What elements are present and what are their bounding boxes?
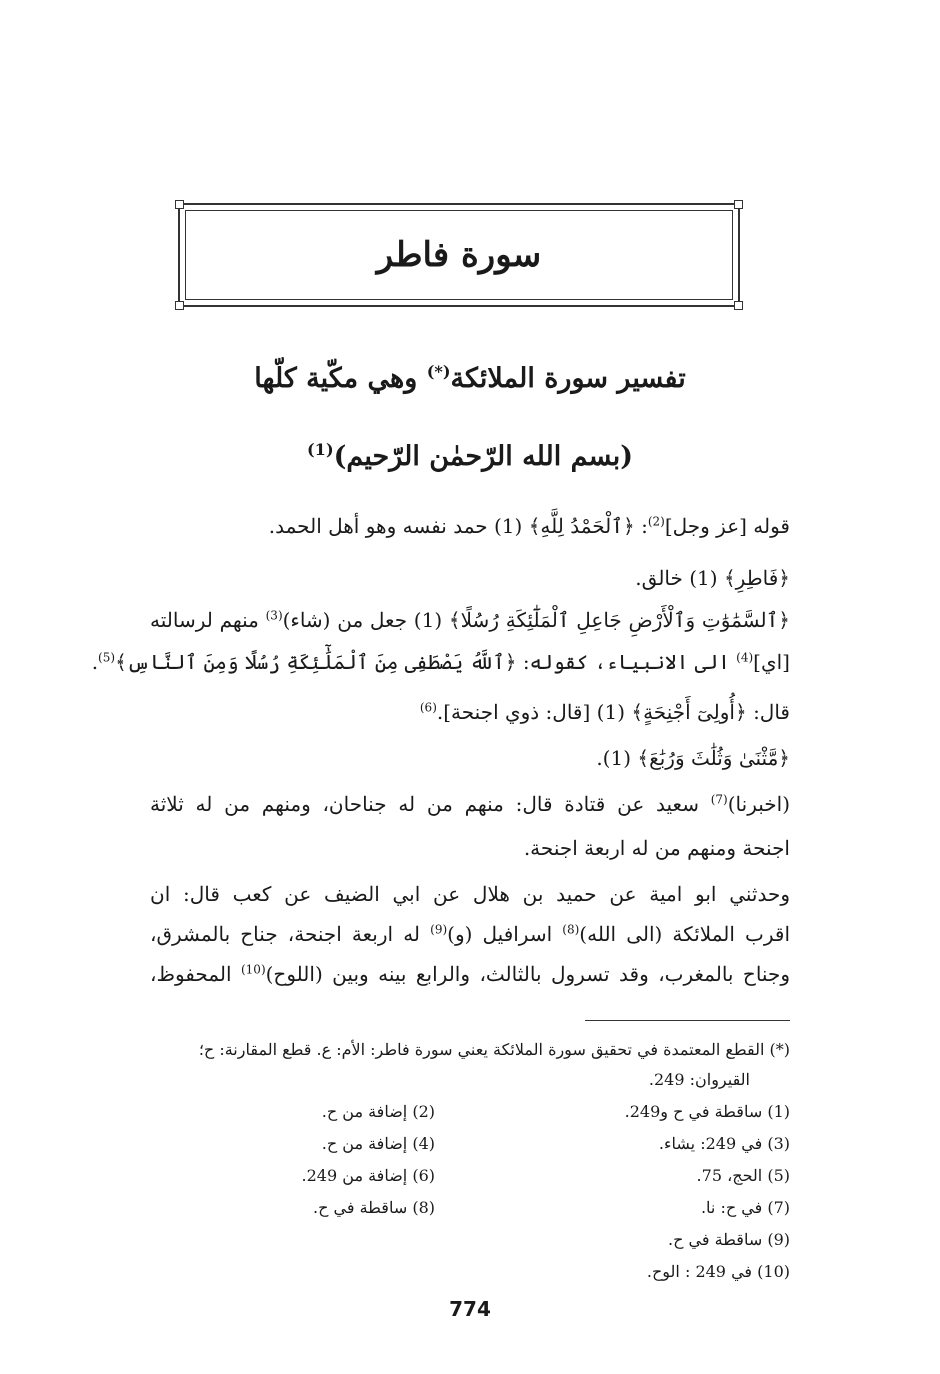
footnote: (9) ساقطة في ح. [668,1230,790,1249]
footnote-ref: (*) [426,362,451,381]
body-line: ﴿مَّثْنَىٰ وَثُلَٰثَ وَرُبَٰعَ﴾ (1). [596,746,790,770]
footnote: (4) إضافة من ح. [321,1134,435,1153]
body-line: قال: ﴿أُولِىٓ أَجْنِحَةٍ﴾ (1) [قال: ذوي اجنحة].$^{(6)}$ [419,700,790,724]
footnote-ref: (7) [710,792,728,807]
body-line: وحدثني ابو امية عن حميد بن هلال عن ابي الضيف عن كعب قال: ان [150,882,790,906]
footnote-ref: (10) [240,962,266,977]
footnote-ref: (2) [647,514,665,529]
page-number: 774 [449,1297,491,1321]
frame-corner-ornament [175,200,184,209]
footnote-ref: (4) [736,650,754,665]
body-line: وجناح بالمغرب، وقد تسرول بالثالث، والرابع بينه وبين (اللوح)$^{(10)}$ المحفوظ، [150,962,790,986]
footnote-ref: (9) [430,922,448,937]
basmala-text: (بسم الله الرّحمٰن الرّحيم) [333,441,633,472]
frame-corner-ornament [734,301,743,310]
body-line: اقرب الملائكة (الى الله)$^{(8)}$ اسرافيل (و)$^{(9)}$ له اربعة اجنحة، جناح بالمشرق، [150,922,790,946]
footnote: (8) ساقطة في ح. [313,1198,435,1217]
section-heading [0,362,940,394]
footnote-ref: (6) [419,700,437,715]
footnote: (*) القطع المعتمدة في تحقيق سورة الملائكة يعني سورة فاطر: الأم: ع. قطع المقارنة: ح؛ [198,1040,790,1059]
body-line: (اخبرنا)$^{(7)}$ سعيد عن قتادة قال: منهم من له جناحان، ومنهم من له ثلاثة [150,792,790,816]
frame-corner-ornament [175,301,184,310]
body-line: اجنحة ومنهم من له اربعة اجنحة. [523,836,790,860]
footnote: (3) في 249: يشاء. [658,1134,790,1153]
footnote: القيروان: 249. [648,1070,750,1089]
body-line: قوله [عز وجل]$^{(2)}$: ﴿ٱلْحَمْدُ لِلَّهِ﴾ (1) حمد نفسه وهو أهل الحمد. [268,514,790,538]
frame-corner-ornament [734,200,743,209]
footnote-ref: (5) [98,650,116,665]
footnote: (5) الحج، 75. [696,1166,790,1185]
footnote-separator [585,1020,790,1021]
footnote: (7) في ح: نا. [700,1198,790,1217]
footnote: (1) ساقطة في ح و249. [624,1102,790,1121]
surah-title-frame [178,203,740,307]
body-line: ﴿ٱلسَّمَٰوَٰتِ وَٱلْأَرْضِ جَاعِلِ ٱلْمَلَٰٓئِكَةِ رُسُلًا﴾ (1) جعل من (شاء)$^{(3)}$ منهم لرسالته [150,608,790,632]
body-line: [اي]$^{(4)}$ الى الانبياء، كقوله: ﴿ٱللَّهُ يَصْطَفِى مِنَ ٱلْمَلَٰٓئِكَةِ رُسُلًا وَمِنَ ٱلنَّاسِ﴾$^{(5)}$. [91,650,790,674]
footnote-ref: (3) [265,608,283,623]
footnote-ref: (1) [307,440,334,459]
footnote: (2) إضافة من ح. [321,1102,435,1121]
footnote-ref: (8) [562,922,580,937]
body-line: ﴿فَاطِرِ﴾ (1) خالق. [635,566,790,590]
footnote: (6) إضافة من 249. [301,1166,435,1185]
heading-text: تفسير سورة الملائكة [450,363,686,394]
surah-title: سورة فاطر [376,235,542,275]
footnote: (10) في 249 : الوح. [646,1262,790,1281]
heading-tail: وهي مكّية كلّها [254,363,418,394]
basmala-heading [0,440,940,472]
